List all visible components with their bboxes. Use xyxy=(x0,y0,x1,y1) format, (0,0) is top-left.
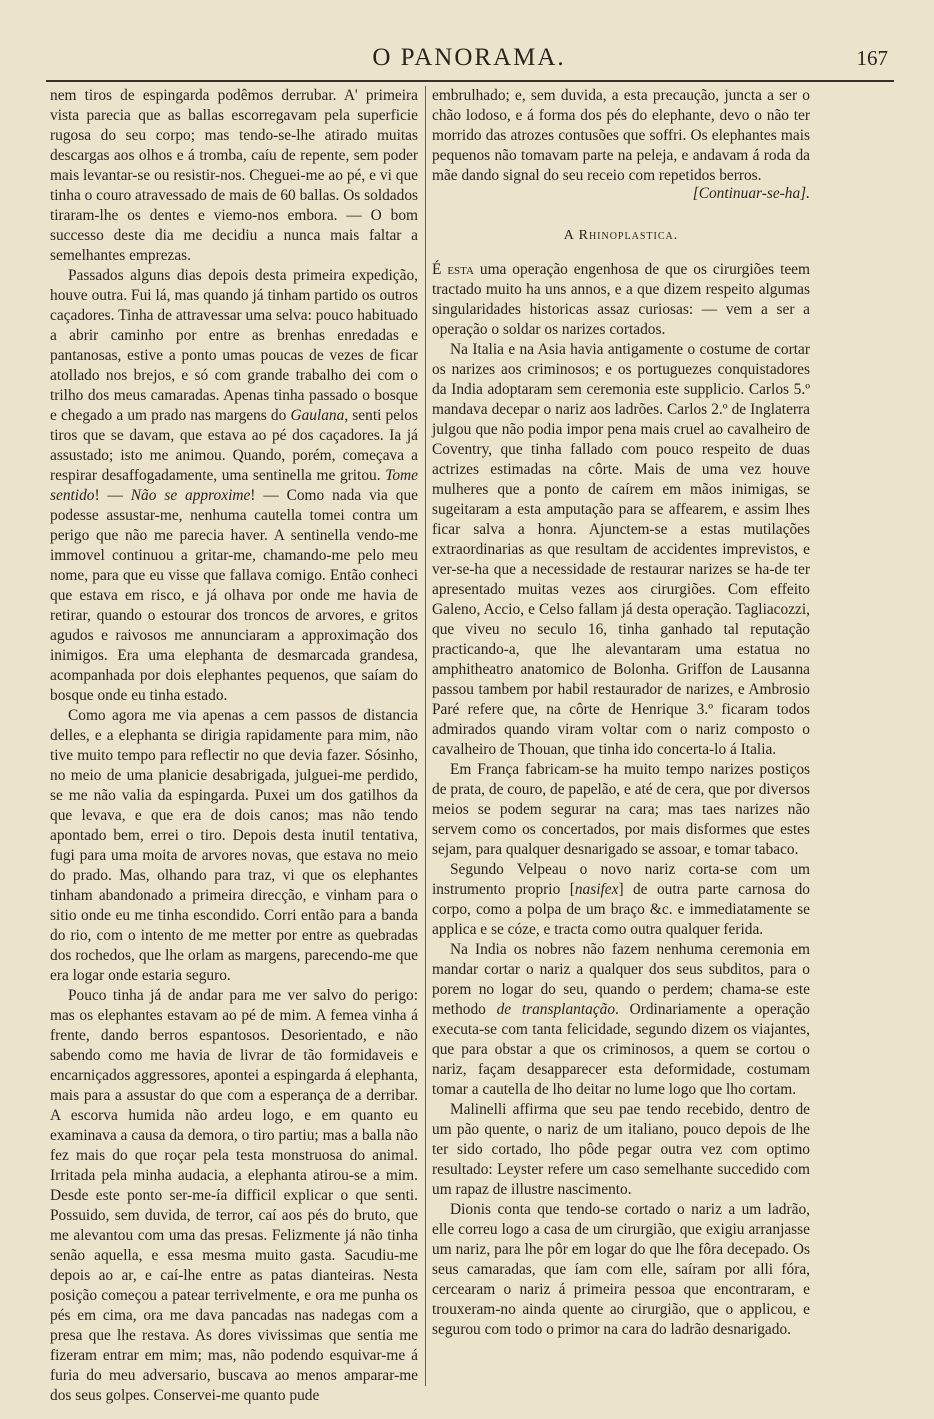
text-run-italic: Tome sentido xyxy=(50,467,418,504)
paragraph: embrulhado; e, sem duvida, a esta precaução, juncta a ser o chão lodoso, e á forma dos pés do elephante, devo o não ter morrido das atrozes contusões que soffri. Os elephantes mais pequenos não tomavam parte na peleja, e andavam á roda da mãe dando signal do seu receio com repetidos berros. xyxy=(432,87,810,184)
column-divider xyxy=(425,86,426,1386)
paragraph xyxy=(432,860,810,940)
article-title: A Rhinoplastica. xyxy=(563,228,679,243)
paragraph: Em França fabricam-se ha muito tempo narizes postiços de prata, de couro, de papelão, e até de cera, que por diversos meios se podem segurar na cara; mas taes narizes não servem como os concertados, por mais disformes que estes sejam, para qualquer desnarigado se assoar, e tomar tabaco. xyxy=(432,761,810,858)
paragraph: Pouco tinha já de andar para me ver salvo do perigo: mas os elephantes estavam ao pé de mim. A femea vinha á frente, dando berros espantosos. Desorientado, e não sabendo como me havia de livrar de tão formidaveis e encarniçados aggressores, apontei a espingarda á elephanta, mais para a assustar do que com a esperança de a derribar. A escorva humida não ardeu logo, e em quanto eu examinava a causa da demora, o tiro partiu; mas a balla não fez mais do que roçar pela testa monstruosa do animal. Irritada pela minha audacia, a elephanta atirou-se a mim. Desde este ponto ser-me-ía difficil explicar o que senti. Possuido, sem duvida, de terror, caí aos pés do bruto, que me alevantou com uma das presas. Felizmente já não tinha senão aquella, e essa mesma muito gasta. Sacudiu-me depois ao ar, e caí-lhe entre as patas dianteiras. Nesta posição começou a patear terrivelmente, e ora me punha os pés em cima, ora me dava pancadas nas nadegas com a presa que lhe restava. As dores vivissimas que sentia me fizeram entrar em mim; mas, não podendo esquivar-me á furia do meu adversario, buscava ao menos amparar-me dos seus golpes. Conservei-me quanto pude xyxy=(50,987,418,1404)
lead-in: É esta xyxy=(432,261,474,278)
text-run-italic: Não se approxime xyxy=(130,487,251,504)
paragraph xyxy=(50,266,418,706)
paragraph: Dionis conta que tendo-se cortado o nariz a um ladrão, elle correu logo a casa de um cirurgião, que exigiu arranjasse um nariz, para lhe pôr em logar do que lhe fôra decepado. Os seus camaradas, que íam com elle, saíram por alli fóra, cercearam o nariz á primeira pessoa que encontraram, e trouxeram-no ainda quente ao cirurgião, que o applicou, e segurou com todo o primor na cara do ladrão desnarigado. xyxy=(432,1201,810,1338)
paragraph: Como agora me via apenas a cem passos de distancia delles, e a elephanta se dirigia rapidamente para mim, não tive muito tempo para reflectir no que devia fazer. Sósinho, no meio de uma planicie desabrigada, julguei-me perdido, se me não valia da espingarda. Puxei um dos gatilhos da que levava, e que era de dois canos; mas não tendo apontado bem, errei o tiro. Depois desta inutil tentativa, fugi para uma moita de arvores novas, que estava no meio do prado. Mas, olhando para traz, vi que os elephantes tinham abandonado a primeira direcção, e vinham para o sitio onde eu me tinha escondido. Corri então para a banda do rio, com o intento de me metter por entre as quebradas dos rochedos, que lhe orlam as margens, parecendo-me que era logar onde estaria seguro. xyxy=(50,707,418,984)
page-number: 167 xyxy=(856,46,888,70)
continuation-note: [Continuar-se-ha]. xyxy=(692,185,810,202)
page-header xyxy=(46,38,892,78)
paragraph: Na Italia e na Asia havia antigamente o costume de cortar os narizes aos criminosos; e os portuguezes conquistadores da India adoptaram sem ceremonia este supplicio. Carlos 5.º mandava decepar o nariz aos ladrões. Carlos 2.º de Inglaterra julgou que não podia impor pena mais cruel ao cavalheiro de Coventry, que tinha fallado com pouco respeito de duas actrizes estimadas na côrte. Mais de uma vez houve mulheres que a ponto de caírem em mãos inimigas, se sugeitaram a esta amputação para se affearem, e assim lhes ficar salva a honra. Ajunctem-se a estas mutilações extraordinarias as que resultam de accidentes imprevistos, e ver-se-ha que a necessidade de restaurar narizes se ha-de ter apresentado muitas vezes aos cirurgiões. Com effeito Galeno, Accio, e Celso fallam já desta operação. Tagliacozzi, que viveu no seculo 16, tinha ganhado tal reputação practicando-a, que lhe alevantaram uma estatua no amphitheatro anatomico de Bolonha. Griffon de Lausanna passou tambem por habil restaurador de narizes, e Ambrosio Paré refere que, na côrte de Henrique 3.º ficaram todos admirados quando viram voltar com o nariz composto o cavalheiro de Thouan, que tinha ido concerta-lo á Italia. xyxy=(432,341,810,758)
text-run-italic: nasifex xyxy=(574,881,619,898)
right-column xyxy=(432,86,810,1340)
text-run: ! — xyxy=(94,487,131,504)
paragraph: Malinelli affirma que seu pae tendo recebido, dentro de um pão quente, o nariz de um italiano, pouco depois de lhe ter sido cortado, lho pôde pegar outra vez com optimo resultado: Leyster refere um caso semelhante succedido com um rapaz de illustre nascimento. xyxy=(432,1101,810,1198)
text-run: Na India os nobres não fazem nenhuma ceremonia em mandar cortar o nariz a qualquer dos seus subditos, para o porem no logar do seu, quando o perdem; chama-se este methodo xyxy=(432,941,810,1018)
left-column xyxy=(50,86,418,1406)
text-run: Segundo Velpeau o novo nariz corta-se com um instrumento proprio [ xyxy=(432,861,810,898)
text-run-italic: Gaulana xyxy=(290,407,345,424)
text-run: ] de outra parte carnosa do corpo, como a polpa de um braço &c. e immediatamente se applica e se cóze, e tracta como outra qualquer ferida. xyxy=(432,881,811,938)
text-run: uma operação engenhosa de que os cirurgiões teem tractado muito ha uns annos, e a que dizem respeito algumas singularidades historicas assaz curiosas: — vem a ser a operação o soldar os narizes cortados. xyxy=(432,261,810,338)
text-run: ! — Como nada via que podesse assustar-me, nenhuma cautella tomei contra um perigo que não me parecia haver. A sentinella vendo-me immovel continuou a gritar-me, chamando-me pelo meu nome, para que eu visse que fallava comigo. Então conheci que estava em risco, e já olhava por onde me havia de retirar, quando o estourar dos troncos de arvores, e gritos agudos e raivosos me annunciaram a approximação dos inimigos. Era uma elephanta de desmarcada grandesa, acompanhada por dois elephantes pequenos, que saíam do bosque onde eu tinha estado. xyxy=(50,487,418,704)
text-run: . Ordinariamente a operação executa-se com tanta felicidade, segundo dizem os viajantes, que para obstar a que os criminosos, a quem se cortou o nariz, façam desapparecer esta deformidade, costumam tomar a cautella de lho deitar no lume logo que lho cortam. xyxy=(432,1001,810,1098)
paragraph: nem tiros de espingarda podêmos derrubar. A' primeira vista parecia que as ballas escorregavam pela superficie rugosa do seu corpo; mas tendo-se-lhe atirado muitas descargas aos olhos e á tromba, caíu de repente, sem poder mais levantar-se ou resistir-nos. Cheguei-me ao pé, e vi que tinha o couro atravessado de mais de 60 ballas. Os soldados tiraram-lhe os dentes e viemo-nos embora. — O bom successo deste dia me decidiu a nunca mais faltar a semelhantes emprezas. xyxy=(50,87,419,264)
text-run-italic: de transplantação xyxy=(496,1001,616,1018)
paragraph xyxy=(432,260,810,340)
masthead-title: O PANORAMA. xyxy=(372,44,566,71)
text-run: Passados alguns dias depois desta primeira expedição, houve outra. Fui lá, mas quando já tinham partido os outros caçadores. Tinha de attravessar uma selva: pouco habituado a abrir caminho por entre as brenhas enredadas e pantanosas, estive a ponto umas poucas de vezes de ficar atollado nos brejos, e só com grande trabalho dei com o trilho dos meus camaradas. Apenas tinha passado o bosque e chegado a um prado nas margens do xyxy=(50,267,418,424)
text-run: , senti pelos tiros que se davam, que estava ao pé dos caçadores. Ia já assustado; isto me animou. Quando, porém, começava a respirar desaffogadamente, uma sentinella me gritou. xyxy=(50,407,418,484)
header-rule xyxy=(46,80,894,82)
paragraph xyxy=(432,940,810,1100)
